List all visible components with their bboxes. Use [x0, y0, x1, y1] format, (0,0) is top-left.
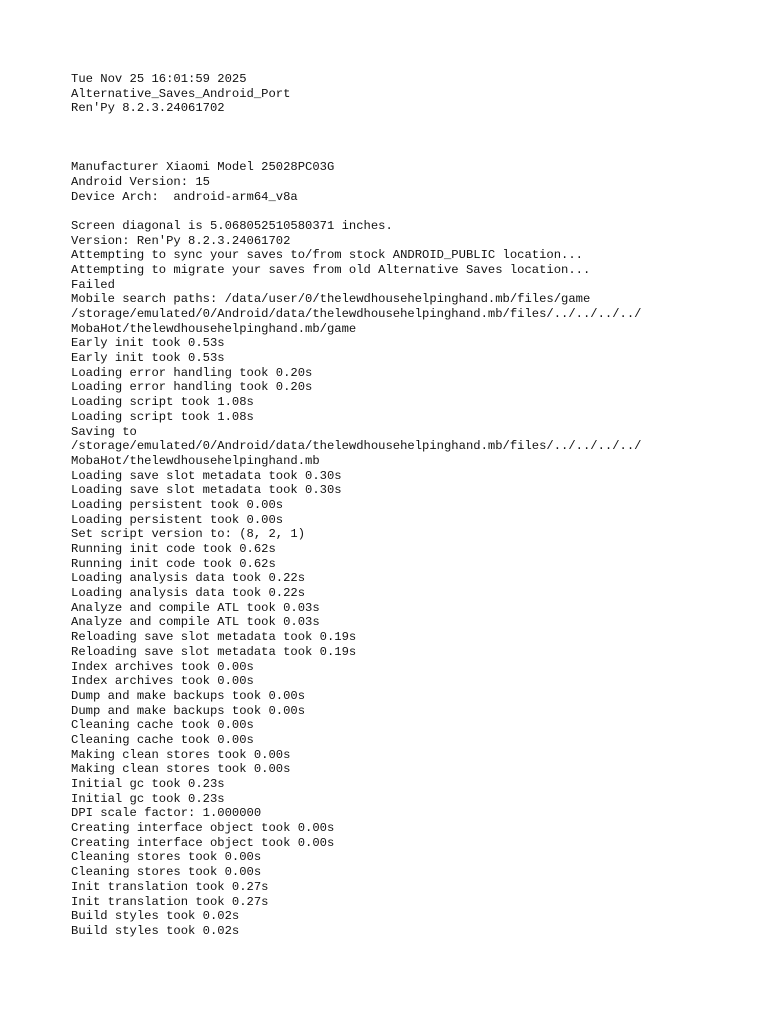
log-line: Cleaning stores took 0.00s [71, 850, 262, 865]
log-line: Early init took 0.53s [71, 336, 225, 351]
log-line: Attempting to migrate your saves from old Alternative Saves location... [71, 262, 591, 277]
log-line: Saving to [71, 424, 137, 439]
log-line: Screen diagonal is 5.068052510580371 inches. [71, 218, 393, 233]
log-line: Loading script took 1.08s [71, 395, 254, 410]
log-line: Attempting to sync your saves to/from stock ANDROID_PUBLIC location... [71, 248, 583, 263]
log-line: Failed [71, 277, 115, 292]
log-line [71, 204, 751, 219]
log-line [71, 116, 751, 131]
log-line: Manufacturer Xiaomi Model 25028PC03G [71, 160, 335, 175]
log-line: Loading script took 1.08s [71, 409, 254, 424]
log-line: Cleaning stores took 0.00s [71, 865, 262, 880]
log-line: Reloading save slot metadata took 0.19s [71, 644, 357, 659]
log-line: Index archives took 0.00s [71, 659, 254, 674]
log-line: Cleaning cache took 0.00s [71, 718, 254, 733]
log-line: Analyze and compile ATL took 0.03s [71, 615, 320, 630]
log-line [71, 145, 751, 160]
log-line: Android Version: 15 [71, 174, 210, 189]
log-line: Loading analysis data took 0.22s [71, 586, 306, 601]
log-line: MobaHot/thelewdhousehelpinghand.mb/game [71, 321, 357, 336]
log-line: Making clean stores took 0.00s [71, 747, 291, 762]
log-line: Reloading save slot metadata took 0.19s [71, 630, 357, 645]
log-line: Build styles took 0.02s [71, 923, 240, 938]
log-line: Loading persistent took 0.00s [71, 497, 284, 512]
log-line [71, 131, 751, 146]
log-text-block [71, 72, 751, 939]
log-line: Set script version to: (8, 2, 1) [71, 527, 306, 542]
log-line: Tue Nov 25 16:01:59 2025 [71, 72, 247, 86]
log-line: DPI scale factor: 1.000000 [71, 806, 262, 821]
log-line: Build styles took 0.02s [71, 909, 240, 924]
log-line: Initial gc took 0.23s [71, 777, 225, 791]
log-line: Alternative_Saves_Android_Port [71, 86, 291, 101]
log-line: /storage/emulated/0/Android/data/thelewdhousehelpinghand.mb/files/../../../../ [71, 439, 642, 454]
log-line: Loading analysis data took 0.22s [71, 571, 306, 586]
log-line: Loading error handling took 0.20s [71, 365, 313, 380]
log-line: Loading save slot metadata took 0.30s [71, 483, 342, 498]
log-line: Init translation took 0.27s [71, 894, 269, 909]
log-line: Version: Ren'Py 8.2.3.24061702 [71, 233, 291, 248]
log-line: Loading save slot metadata took 0.30s [71, 468, 342, 483]
log-line: Creating interface object took 0.00s [71, 821, 335, 836]
log-line: Loading error handling took 0.20s [71, 380, 313, 395]
log-line: MobaHot/thelewdhousehelpinghand.mb [71, 453, 320, 468]
log-line: Running init code took 0.62s [71, 556, 276, 571]
log-line: Dump and make backups took 0.00s [71, 688, 306, 703]
log-line: Dump and make backups took 0.00s [71, 703, 306, 718]
log-line: Analyze and compile ATL took 0.03s [71, 600, 320, 615]
log-line: Early init took 0.53s [71, 351, 225, 366]
log-line: Loading persistent took 0.00s [71, 512, 284, 527]
log-line: Running init code took 0.62s [71, 542, 276, 556]
log-line: Index archives took 0.00s [71, 674, 254, 689]
log-line: Cleaning cache took 0.00s [71, 732, 254, 747]
log-line: Device Arch: android-arm64_v8a [71, 189, 298, 204]
log-line: Initial gc took 0.23s [71, 791, 225, 806]
log-line: Ren'Py 8.2.3.24061702 [71, 101, 225, 116]
log-line: Creating interface object took 0.00s [71, 835, 335, 850]
log-line: Mobile search paths: /data/user/0/thelewdhousehelpinghand.mb/files/game [71, 292, 591, 307]
log-line: Init translation took 0.27s [71, 879, 269, 894]
log-line: Making clean stores took 0.00s [71, 762, 291, 777]
log-line: /storage/emulated/0/Android/data/thelewdhousehelpinghand.mb/files/../../../../ [71, 307, 642, 321]
